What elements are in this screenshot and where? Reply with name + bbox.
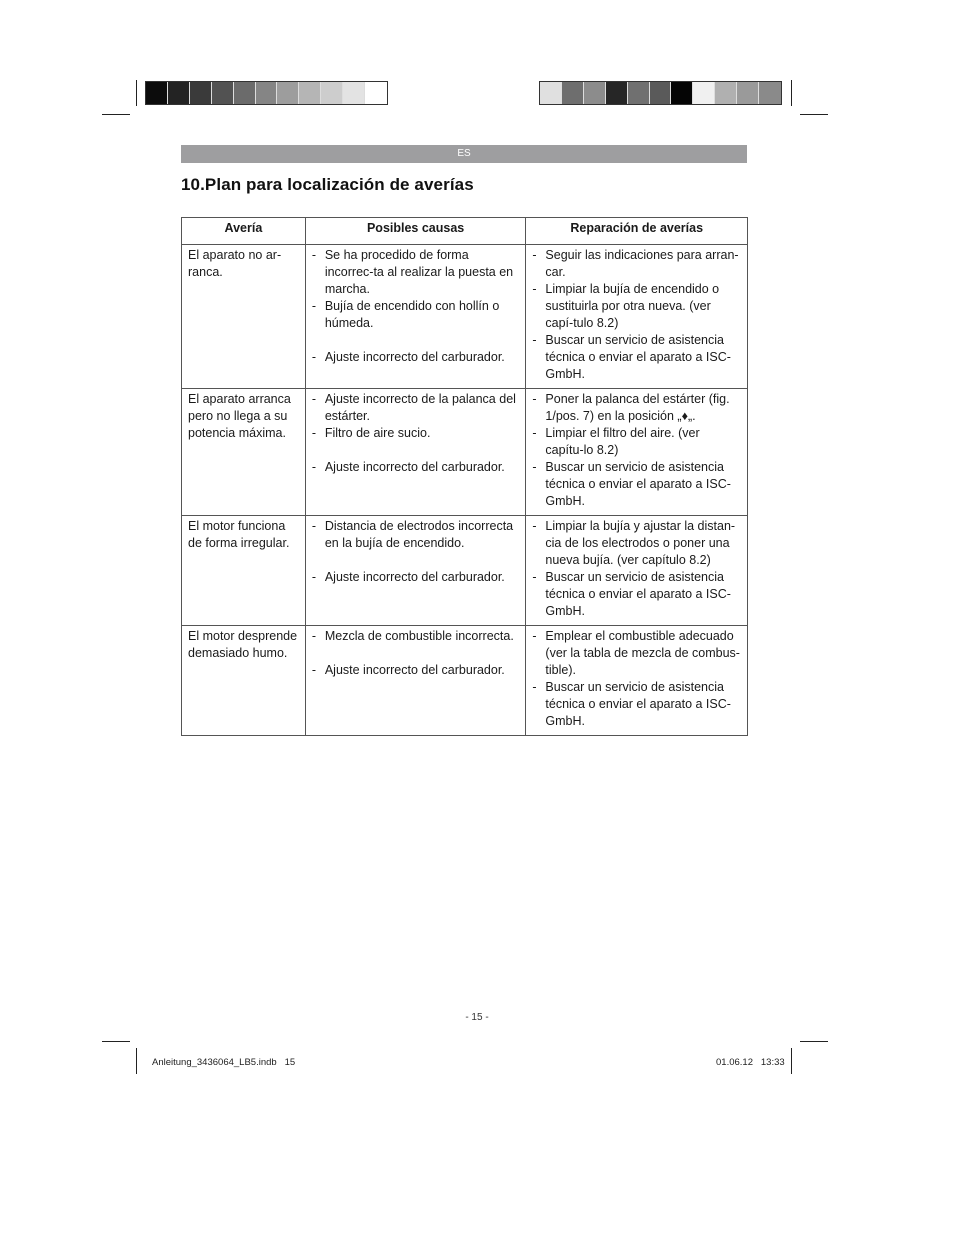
fault-cell: El motor desprende demasiado humo. — [182, 626, 306, 736]
repairs-list — [532, 391, 741, 510]
repairs-cell — [526, 245, 748, 389]
column-header-fault: Avería — [182, 218, 306, 245]
color-swatch — [671, 82, 693, 104]
color-swatch — [540, 82, 562, 104]
repairs-list — [532, 518, 741, 620]
table-header-row — [182, 218, 748, 245]
list-item: - Buscar un servicio de asistencia técnica o enviar el aparato a ISC-GmbH. — [532, 332, 741, 383]
table-row — [182, 626, 748, 736]
color-swatch — [737, 82, 759, 104]
list-item: - Buscar un servicio de asistencia técnica o enviar el aparato a ISC-GmbH. — [532, 459, 741, 510]
fault-cell: El aparato arranca pero no llega a su potencia máxima. — [182, 389, 306, 516]
color-swatch — [628, 82, 650, 104]
list-item: - Ajuste incorrecto del carburador. — [312, 569, 520, 586]
causes-list — [312, 391, 520, 476]
color-swatch — [693, 82, 715, 104]
table-row — [182, 516, 748, 626]
list-item: - Mezcla de combustible incorrecta. — [312, 628, 520, 645]
color-swatch — [212, 82, 234, 104]
color-swatch — [234, 82, 256, 104]
causes-cell — [305, 626, 526, 736]
color-swatch — [321, 82, 343, 104]
causes-list — [312, 247, 520, 366]
list-item: - Limpiar el filtro del aire. (ver capítu-lo 8.2) — [532, 425, 741, 459]
list-item: - Ajuste incorrecto del carburador. — [312, 662, 520, 679]
print-slug-filename: Anleitung_3436064_LB5.indb 15 — [152, 1057, 296, 1068]
table-row — [182, 389, 748, 516]
color-swatch — [715, 82, 737, 104]
color-swatch — [168, 82, 190, 104]
repairs-cell — [526, 626, 748, 736]
list-item: - Buscar un servicio de asistencia técnica o enviar el aparato a ISC-GmbH. — [532, 679, 741, 730]
troubleshooting-table — [181, 217, 748, 736]
color-swatch — [365, 82, 387, 104]
list-item: - Limpiar la bujía y ajustar la distan-cia de los electrodos o poner una nueva bujía. (ver capítulo 8.2) — [532, 518, 741, 569]
repairs-list — [532, 628, 741, 730]
crop-mark — [102, 114, 130, 115]
causes-cell — [305, 516, 526, 626]
color-registration-bar-right — [539, 81, 782, 105]
column-header-causes: Posibles causas — [305, 218, 526, 245]
table-row — [182, 245, 748, 389]
repairs-cell — [526, 516, 748, 626]
list-item: - Emplear el combustible adecuado (ver la tabla de mezcla de combus-tible). — [532, 628, 741, 679]
repairs-list — [532, 247, 741, 383]
color-swatch — [146, 82, 168, 104]
list-item: - Bujía de encendido con hollín o húmeda. — [312, 298, 520, 332]
color-swatch — [256, 82, 278, 104]
repairs-cell — [526, 389, 748, 516]
color-swatch — [759, 82, 781, 104]
color-swatch — [650, 82, 672, 104]
fault-cell: El aparato no ar-ranca. — [182, 245, 306, 389]
section-title: 10.Plan para localización de averías — [181, 175, 474, 194]
list-item: - Ajuste incorrecto del carburador. — [312, 349, 520, 366]
causes-list — [312, 628, 520, 679]
list-item: - Poner la palanca del estárter (fig. 1/pos. 7) en la posición „♦„. — [532, 391, 741, 425]
causes-list — [312, 518, 520, 586]
language-header-bar: ES — [181, 145, 747, 163]
list-item: - Limpiar la bujía de encendido o sustituirla por otra nueva. (ver capí-tulo 8.2) — [532, 281, 741, 332]
list-item: - Buscar un servicio de asistencia técnica o enviar el aparato a ISC-GmbH. — [532, 569, 741, 620]
fault-cell: El motor funciona de forma irregular. — [182, 516, 306, 626]
crop-mark — [102, 1041, 130, 1042]
list-item: - Seguir las indicaciones para arran-car. — [532, 247, 741, 281]
print-slug-date: 01.06.12 13:33 — [716, 1057, 785, 1068]
color-registration-bar-left — [145, 81, 388, 105]
list-item: - Ajuste incorrecto de la palanca del estárter. — [312, 391, 520, 425]
list-item: - Distancia de electrodos incorrecta en la bujía de encendido. — [312, 518, 520, 552]
crop-mark — [800, 1041, 828, 1042]
crop-mark — [791, 1048, 792, 1074]
crop-mark — [791, 80, 792, 106]
list-item: - Filtro de aire sucio. — [312, 425, 520, 442]
list-item: - Ajuste incorrecto del carburador. — [312, 459, 520, 476]
crop-mark — [136, 80, 137, 106]
color-swatch — [299, 82, 321, 104]
color-swatch — [277, 82, 299, 104]
column-header-repairs: Reparación de averías — [526, 218, 748, 245]
causes-cell — [305, 389, 526, 516]
crop-mark — [800, 114, 828, 115]
crop-mark — [136, 1048, 137, 1074]
page-number: - 15 - — [465, 1012, 489, 1023]
color-swatch — [584, 82, 606, 104]
list-item: - Se ha procedido de forma incorrec-ta al realizar la puesta en marcha. — [312, 247, 520, 298]
color-swatch — [606, 82, 628, 104]
color-swatch — [562, 82, 584, 104]
color-swatch — [190, 82, 212, 104]
causes-cell — [305, 245, 526, 389]
color-swatch — [343, 82, 365, 104]
